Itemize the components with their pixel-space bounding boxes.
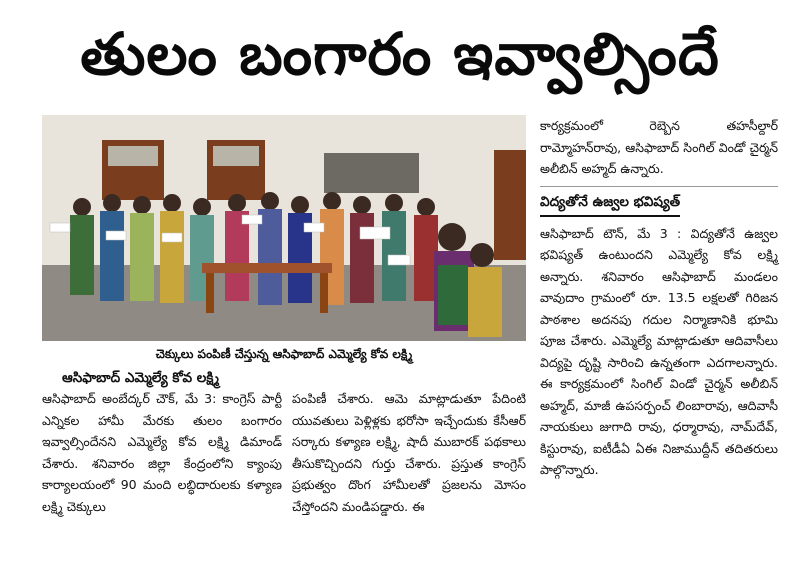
headline: తులం బంగారం ఇవ్వాల్సిందే <box>80 20 720 88</box>
article-column-1 <box>42 388 282 517</box>
byline: ఆసిఫాబాద్ ఎమ్మెల్యే కోవ లక్ష్మి <box>62 370 220 386</box>
news-photo <box>42 115 526 341</box>
article-column-3 <box>540 115 778 481</box>
photo-illustration <box>42 115 526 341</box>
article-text-3-body: ఆసిఫాబాద్ టౌన్, మే 3 : విద్యతోనే ఉజ్వల భవిష్యత్ ఉంటుందని ఎమ్మెల్యే కోవ లక్ష్మి అన్నారు. శనివారం ఆసిఫాబాద్ మండలం వావుదాం గ్రామంలో రూ. 13.5 లక్షలతో గిరిజన పాఠశాల అదనపు గదుల నిర్మాణానికి భూమి పూజ చేశారు. ఎమ్మెల్యే మాట్లాడుతూ ఆదివాసీలు విద్యపై దృష్టి సారించి ఉన్నతంగా ఎదగాలన్నారు. ఈ కార్యక్రమంలో సింగిల్ విండో చైర్మన్ అలీబిన్ అహ్మద్, మాజీ ఉపసర్పంచ్ లింబారావు, ఆదివాసీ నాయకులు జుగాది రావు, ధర్మారావు, నామ్‌దేవ్, కిస్టురావు, ఐటీడీఏ ఏఈ నిజాముద్దీన్ తదితరులు పాల్గొన్నారు. <box>540 225 778 477</box>
article-text-3-top: కార్యక్రమంలో రెబ్బెన తహసీల్దార్ రామ్మోహన్‌రావు, ఆసిఫాబాద్ సింగిల్ విండో చైర్మన్ అలీబిన్ అహ్మద్ ఉన్నారు. <box>540 115 778 187</box>
article-text-2: పంపిణీ చేశారు. ఆమె మాట్లాడుతూ పేదింటి యువతులు పెళ్లిళ్లకు భరోసా ఇచ్చేందుకు కేసీఆర్ సర్కారు కళ్యాణ లక్ష్మి, షాదీ ముబారక్ పథకాలు తీసుకొచ్చిందని గుర్తు చేశారు. ప్రస్తుత కాంగ్రెస్ ప్రభుత్వం దొంగ హామీలతో ప్రజలను మోసం చేస్తోందని మండిపడ్డారు. ఈ <box>292 391 526 514</box>
article-column-2 <box>292 388 526 517</box>
subheading-education: విద్యతోనే ఉజ్వల భవిష్యత్ <box>540 191 680 217</box>
article-text-1: ఆసిఫాబాద్ అంబేద్కర్ చౌక్, మే 3: కాంగ్రెస్ పార్టీ ఎన్నికల హామీ మేరకు తులం బంగారం ఇవ్వాల్సిందేనని ఎమ్మెల్యే కోవ లక్ష్మి డిమాండ్ చేశారు. శనివారం జిల్లా కేంద్రంలోని క్యాంపు కార్యాలయంలో 90 మంది లబ్ధిదారులకు కళ్యాణ లక్ష్మి చెక్కులు <box>42 391 282 514</box>
photo-caption: చెక్కులు పంపిణీ చేస్తున్న ఆసిఫాబాద్ ఎమ్మెల్యే కోవ లక్ష్మి <box>155 347 413 361</box>
